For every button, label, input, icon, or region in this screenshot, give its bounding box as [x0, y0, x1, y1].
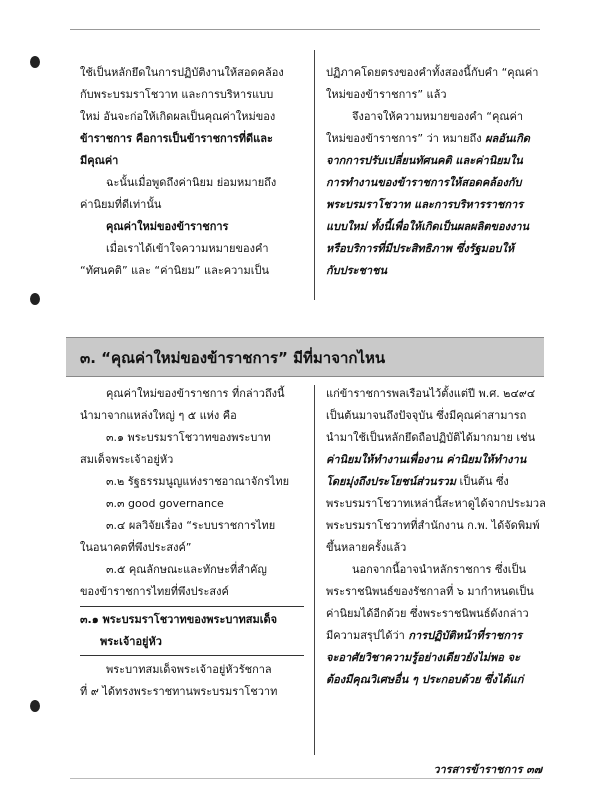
emphasis-line: ค่านิยมให้ทำงานเพื่องาน ค่านิยมให้ทำงาน: [326, 453, 527, 466]
text-line: ใช้เป็นหลักยึดในการปฏิบัติงานให้สอดคล้อง: [80, 66, 284, 79]
text-line: จึงอาจให้ความหมายของคำ “คุณค่า: [352, 110, 524, 123]
text-line: ฉะนั้นเมื่อพูดถึงค่านิยม ย่อมหมายถึง: [106, 176, 277, 189]
top-left-column: [80, 62, 302, 282]
emphasis-line: พระบรมราโชวาท และการบริหารราชการ: [326, 198, 524, 211]
list-item: ๓.๒ รัฐธรรมนูญแห่งราชอาณาจักรไทย: [106, 475, 290, 488]
text-line: พระราชนิพนธ์ของรัชกาลที่ ๖ มากำหนดเป็น: [326, 585, 534, 598]
emphasis-line: การทำงานของข้าราชการให้สอดคล้องกับ: [326, 176, 522, 189]
list-item: ๓.๑ พระบรมราโชวาทของพระบาท: [106, 431, 271, 444]
emphasis-line: จากการปรับเปลี่ยนทัศนคติ และค่านิยมใน: [326, 154, 523, 167]
list-item: ๓.๔ ผลวิจัยเรื่อง “ระบบราชการไทย: [106, 519, 276, 532]
bottom-right-column: [326, 383, 548, 691]
text-run: มีความสรุปได้ว่า: [326, 629, 405, 642]
emphasis-text: ซึ่งได้แก่: [484, 673, 524, 686]
text-line: สมเด็จพระเจ้าอยู่หัว: [80, 453, 174, 466]
text-run: เป็นต้น ซึ่ง: [459, 475, 509, 488]
text-line: กับพระบรมราโชวาท และการบริหารแบบ: [80, 88, 274, 101]
text-line: มีคุณค่า: [80, 154, 119, 167]
emphasis-text: ผลอันเกิด: [485, 132, 530, 145]
text-line: ในอนาคตที่พึงประสงค์”: [80, 541, 192, 554]
text-line: “ทัศนคติ” และ “ค่านิยม” และความเป็น: [80, 264, 269, 277]
text-line: นำมาจากแหล่งใหญ่ ๆ ๕ แห่ง คือ: [80, 409, 237, 422]
bottom-rule: [70, 778, 540, 779]
text-line: ใหม่ของข้าราชการ” แล้ว: [326, 88, 447, 101]
text-line: นอกจากนี้อาจนำหลักราชการ ซึ่งเป็น: [352, 563, 527, 576]
text-line: [326, 625, 548, 647]
emphasis-line: กับประชาชน: [326, 264, 388, 277]
section-header-bar: [66, 337, 544, 377]
text-line: ค่านิยมที่ดีเท่านั้น: [80, 198, 162, 211]
text-line: ข้าราชการ คือการเป็นข้าราชการที่ดีและ: [80, 132, 273, 145]
emphasis-line: แบบใหม่ ทั้งนี้เพื่อให้เกิดเป็นผลผลิตของงาน: [326, 220, 530, 233]
text-line: ขึ้นหลายครั้งแล้ว: [326, 541, 407, 554]
top-rule: [70, 29, 540, 30]
text-line: ปฏิภาคโดยตรงของคำทั้งสองนี้กับคำ “คุณค่า: [326, 66, 539, 79]
text-line: ที่ ๙ ได้ทรงพระราชทานพระบรมราโชวาท: [80, 685, 278, 698]
column-divider: [314, 385, 315, 755]
emphasis-text: โดยมุ่งถึงประโยชน์ส่วนรวม: [326, 475, 457, 488]
text-line: แก่ข้าราชการพลเรือนไว้ตั้งแต่ปี พ.ศ. ๒๔๙๔: [326, 387, 536, 400]
list-item: ๓.๕ คุณลักษณะและทักษะที่สำคัญ: [106, 563, 267, 576]
subsection-heading: คุณค่าใหม่ของข้าราชการ: [106, 220, 229, 233]
page-footer: วารสารข้าราชการ ๓๗: [433, 763, 542, 776]
emphasis-text: การปฏิบัติหน้าที่ราชการ: [408, 629, 523, 642]
top-right-column: [326, 62, 548, 282]
emphasis-text: ต้องมีคุณวิเศษอื่น ๆ ประกอบด้วย: [326, 673, 481, 686]
emphasis-line: หรือบริการที่มีประสิทธิภาพ ซึ่งรัฐมอบให้: [326, 242, 515, 255]
text-line: ค่านิยมได้อีกด้วย ซึ่งพระราชนิพนธ์ดังกล่าว: [326, 607, 529, 620]
text-line: พระบรมราโชวาทที่สำนักงาน ก.พ. ได้จัดพิมพ์: [326, 519, 540, 532]
list-item: ๓.๓ good governance: [106, 497, 224, 510]
text-line: เมื่อเราได้เข้าใจความหมายของคำ: [106, 242, 269, 255]
section-title: ๓. “คุณค่าใหม่ของข้าราชการ” มีที่มาจากไหน: [80, 349, 386, 367]
text-line: เป็นต้นมาจนถึงปัจจุบัน ซึ่งมีคุณค่าสามารถ: [326, 409, 527, 422]
punch-hole-bottom: [30, 700, 40, 712]
subsection-heading-box: [80, 606, 304, 656]
text-run: ใหม่ของข้าราชการ” ว่า หมายถึง: [326, 132, 482, 145]
subsection-heading: พระเจ้าอยู่หัว: [100, 635, 162, 648]
text-line: [326, 669, 548, 691]
text-line: พระบรมราโชวาทเหล่านี้สะหาดูได้จากประมวล: [326, 497, 546, 510]
column-divider: [314, 50, 315, 300]
text-line: ของข้าราชการไทยที่พึงประสงค์: [80, 585, 229, 598]
emphasis-line: จะอาศัยวิชาความรู้อย่างเดียวยังไม่พอ จะ: [326, 651, 521, 664]
text-line: พระบาทสมเด็จพระเจ้าอยู่หัวรัชกาล: [106, 663, 272, 676]
text-line: นำมาใช้เป็นหลักยึดถือปฏิบัติได้มากมาย เช่น: [326, 431, 536, 444]
text-line: [326, 471, 548, 493]
punch-hole-middle: [30, 293, 40, 305]
text-line: [326, 128, 548, 150]
punch-hole-top: [30, 56, 40, 68]
text-line: ใหม่ อันจะก่อให้เกิดผลเป็นคุณค่าใหม่ของ: [80, 110, 276, 123]
text-line: คุณค่าใหม่ของข้าราชการ ที่กล่าวถึงนี้: [106, 387, 285, 400]
subsection-heading: ๓.๑ พระบรมราโชวาทของพระบาทสมเด็จ: [80, 613, 278, 626]
bottom-left-column: [80, 383, 304, 703]
